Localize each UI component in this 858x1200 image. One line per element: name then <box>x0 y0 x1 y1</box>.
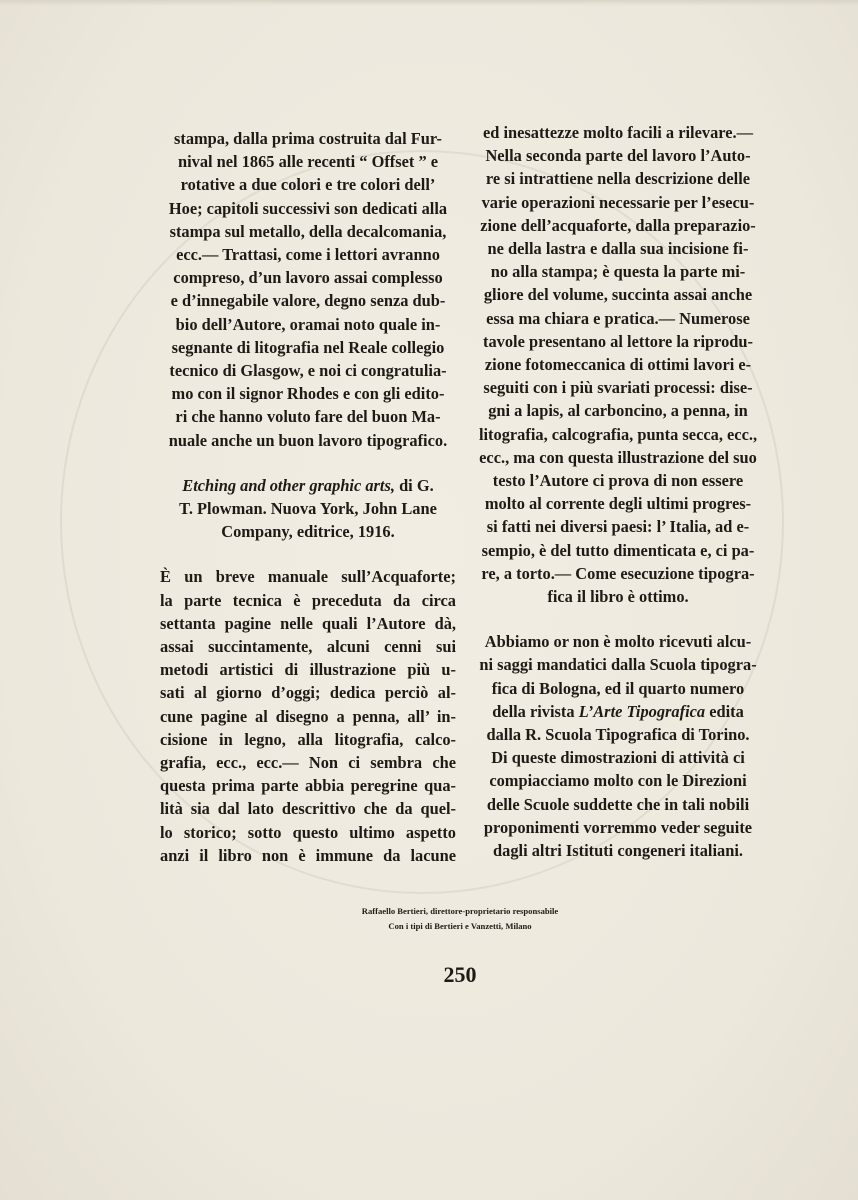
citation-details: di G. T. Plowman. Nuova York, John Lane Company, editrice, 1916. <box>179 475 437 542</box>
right-paragraph-1: ed inesattezze molto facili a rilevare.— Nella seconda parte del lavoro l’Auto- re si intrattiene nella descrizione delle varie operazioni necessarie per l’esecu- zione dell’acquaforte, dalla preparazio- ne della lastra e dalla sua incisione fi- no alla stampa; è questa la parte mi- gliore del volume, succinta assai anche essa ma chiara e pratica.— Numerose tavole presentano al lettore la riprodu- zione fotomeccanica di ottimi lavori e- seguiti con i più svariati processi: dise- gni a lapis, al carboncino, a penna, in litografia, calcografia, punta secca, ecc., ecc., ma con questa illustrazione del suo testo l’Autore ci prova di non essere molto al corrente degli ultimi progres- si fatti nei diversi paesi: l’ Italia, ad e- sempio, è del tutto dimenticata e, ci pa- re, a torto.— Come esecuzione tipogra- fica il libro è ottimo. <box>478 123 758 607</box>
citation-title: Etching and other graphic arts, <box>182 475 395 495</box>
right-paragraph-2-end: edita dalla R. Scuola Tipografica di Torino. Di queste dimostrazioni di attività ci compiacciamo molto con le Direzioni delle Scuole suddette che in tali nobili proponimenti vorremmo veder seguite dagli altri Istituti congeneri italiani. <box>483 701 753 861</box>
page-top-edge <box>0 0 858 6</box>
left-column <box>160 127 456 867</box>
book-citation <box>160 474 456 544</box>
left-paragraph-1: stampa, dalla prima costruita dal Fur- nival nel 1865 alle recenti “ Offset ” e rotative a due colori e tre colori dell’ Hoe; capitoli successivi son dedicati alla stampa sul metallo, della decalcomania, ecc.— Trattasi, come i lettori avranno compreso, d’un lavoro assai complesso e d’innegabile valore, degno senza dub- bio dell’Autore, oramai noto quale in- segnante di litografia nel Reale collegio tecnico di Glasgow, e noi ci congratulia- mo con il signor Rhodes e con gli edito- ri che hanno voluto fare del buon Ma- nuale anche un buon lavoro tipografico. <box>168 129 448 450</box>
page-number: 250 <box>443 962 477 987</box>
imprint-line-2: Con i tipi di Bertieri e Vanzetti, Milano <box>388 921 532 931</box>
right-paragraph-2 <box>470 630 766 862</box>
paragraph-gap <box>470 608 766 630</box>
left-paragraph-2: È un breve manuale sull’Acquaforte; la parte tecnica è preceduta da circa settanta pagine nelle quali l’Autore dà, assai succintamente, alcuni cenni sui metodi artistici di illustrazione più u- sati al giorno d’oggi; dedica perciò al- cune pagine al disegno a penna, all’ in- cisione in legno, alla litografia, calco- grafia, ecc., ecc.— Non ci sembra che questa prima parte abbia peregrine qua- lità sia dal lato descrittivo che da quel- lo storico; sotto questo ultimo aspetto anzi il libro non è immune da lacune <box>160 567 456 865</box>
journal-title: L’Arte Tipografica <box>578 701 706 721</box>
right-paragraph-2-start: Abbiamo or non è molto ricevuti alcu- ni saggi mandatici dalla Scuola tipogra- fica di Bologna, ed il quarto numero della rivista <box>479 632 757 721</box>
paragraph-gap <box>160 543 456 565</box>
right-column <box>470 121 766 862</box>
paragraph-gap <box>160 452 456 474</box>
imprint-line-1: Raffaello Bertieri, direttore-proprietario responsabile <box>361 906 559 916</box>
